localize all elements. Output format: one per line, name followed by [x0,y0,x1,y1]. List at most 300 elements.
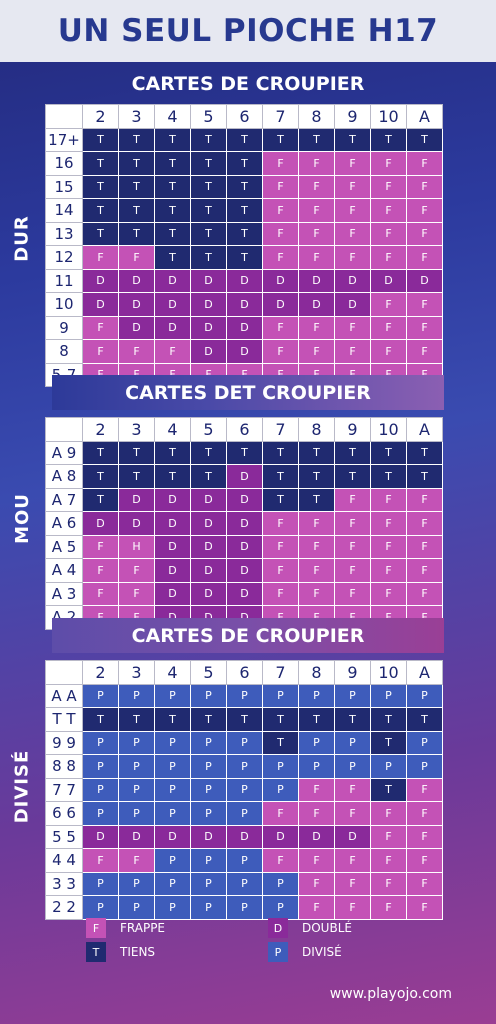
action-cell: D [263,269,299,293]
action-cell: F [119,559,155,583]
action-cell: F [407,199,443,223]
action-cell: T [299,708,335,732]
hand-label: 8 [46,340,83,364]
action-cell: F [407,535,443,559]
action-cell: T [371,465,407,489]
action-cell: P [119,872,155,896]
dealer-card-header: 8 [299,661,335,685]
action-cell: D [155,582,191,606]
dealer-card-header: 4 [155,418,191,442]
table-row [46,559,443,583]
action-cell: P [191,802,227,826]
hand-label: 10 [46,293,83,317]
dealer-card-header: 8 [299,105,335,129]
action-cell: P [299,731,335,755]
dealer-card-header: 5 [191,418,227,442]
action-cell: F [83,559,119,583]
hand-label: 2 2 [46,896,83,920]
action-cell: T [155,441,191,465]
table-row [46,175,443,199]
action-cell: F [299,340,335,364]
action-cell: P [191,778,227,802]
action-cell: T [119,128,155,152]
action-cell: P [371,684,407,708]
action-cell: F [299,559,335,583]
action-cell: F [335,488,371,512]
action-cell: F [263,246,299,270]
hand-label: 7 7 [46,778,83,802]
action-cell: T [155,246,191,270]
legend-swatch-tiens: T [86,942,106,962]
action-cell: F [83,535,119,559]
hand-label: 9 [46,316,83,340]
action-cell: T [191,128,227,152]
legend-item-tiens [86,942,155,962]
action-cell: D [191,512,227,536]
table-row [46,849,443,873]
action-cell: T [227,708,263,732]
action-cell: F [335,802,371,826]
hand-label: A A [46,684,83,708]
action-cell: T [299,488,335,512]
action-cell: D [119,269,155,293]
dealer-card-header: 7 [263,418,299,442]
action-cell: D [191,825,227,849]
action-cell: D [191,269,227,293]
hand-label: 6 6 [46,802,83,826]
action-cell: F [263,340,299,364]
action-cell: D [263,825,299,849]
dealer-card-header: 4 [155,105,191,129]
table-row [46,755,443,779]
action-cell: F [83,340,119,364]
action-cell: F [407,512,443,536]
table-row [46,802,443,826]
table-row [46,684,443,708]
action-cell: D [155,316,191,340]
action-cell: P [407,731,443,755]
hand-label: 9 9 [46,731,83,755]
action-cell: P [227,802,263,826]
side-label-hard [0,102,44,374]
dealer-card-header: A [407,661,443,685]
dealer-card-header: 6 [227,418,263,442]
dealer-card-header: 8 [299,418,335,442]
action-cell: F [263,199,299,223]
hand-label: 12 [46,246,83,270]
table-row [46,293,443,317]
action-cell: F [335,246,371,270]
action-cell: T [263,128,299,152]
table-row [46,512,443,536]
action-cell: D [191,488,227,512]
action-cell: T [119,199,155,223]
action-cell: T [191,175,227,199]
action-cell: T [83,152,119,176]
action-cell: P [191,731,227,755]
action-cell: F [335,872,371,896]
footer-url[interactable]: www.playojo.com [329,986,452,1002]
action-cell: F [263,802,299,826]
action-cell: D [299,269,335,293]
action-cell: F [407,896,443,920]
action-cell: F [371,293,407,317]
action-cell: F [371,872,407,896]
action-cell: T [227,152,263,176]
action-cell: F [263,316,299,340]
action-cell: T [335,441,371,465]
action-cell: T [371,128,407,152]
action-cell: T [191,222,227,246]
action-cell: D [191,535,227,559]
legend-item-divise [268,942,342,962]
side-label-split-text: DIVISÉ [11,749,33,823]
action-cell: P [227,731,263,755]
dealer-card-header: 9 [335,105,371,129]
action-cell: T [191,152,227,176]
action-cell: P [155,872,191,896]
action-cell: T [191,708,227,732]
side-label-soft [0,418,44,618]
action-cell: P [155,755,191,779]
action-cell: F [299,175,335,199]
action-cell: F [119,849,155,873]
action-cell: T [83,708,119,732]
action-cell: F [119,582,155,606]
section-header-split [52,618,444,653]
action-cell: D [227,269,263,293]
corner-cell [46,418,83,442]
legend-label-tiens: TIENS [120,945,156,959]
action-cell: F [371,152,407,176]
action-cell: D [299,293,335,317]
hand-label: A 9 [46,441,83,465]
legend-swatch-double: D [268,918,288,938]
section-header-hard [52,66,444,101]
action-cell: T [191,441,227,465]
action-cell: P [371,755,407,779]
table-row [46,872,443,896]
title-bar [0,0,496,62]
legend-label-frappe: FRAPPE [120,921,166,935]
action-cell: F [371,535,407,559]
hand-label: 15 [46,175,83,199]
action-cell: F [335,340,371,364]
action-cell: T [227,246,263,270]
action-cell: D [227,293,263,317]
action-cell: F [371,896,407,920]
action-cell: D [83,293,119,317]
action-cell: T [83,465,119,489]
action-cell: P [83,896,119,920]
action-cell: D [191,293,227,317]
dealer-card-header: 3 [119,105,155,129]
action-cell: T [155,465,191,489]
action-cell: P [407,755,443,779]
side-label-split [0,662,44,910]
action-cell: F [335,849,371,873]
table-row [46,582,443,606]
action-cell: F [299,199,335,223]
action-cell: F [407,872,443,896]
column-header-row [46,105,443,129]
action-cell: P [155,896,191,920]
action-cell: T [155,175,191,199]
action-cell: T [155,222,191,246]
table-row [46,199,443,223]
dealer-card-header: A [407,418,443,442]
action-cell: P [227,896,263,920]
hand-label: 13 [46,222,83,246]
table-row [46,222,443,246]
action-cell: D [191,340,227,364]
action-cell: T [263,708,299,732]
action-cell: P [299,755,335,779]
action-cell: T [119,465,155,489]
hand-label: A 7 [46,488,83,512]
dealer-card-header: 10 [371,105,407,129]
action-cell: P [263,755,299,779]
action-cell: F [407,316,443,340]
action-cell: F [299,582,335,606]
table-row [46,316,443,340]
action-cell: D [155,559,191,583]
action-cell: T [227,222,263,246]
action-cell: F [371,488,407,512]
action-cell: F [371,222,407,246]
dealer-card-header: 5 [191,661,227,685]
action-cell: D [191,582,227,606]
action-cell: D [227,825,263,849]
action-cell: H [119,535,155,559]
hand-label: 4 4 [46,849,83,873]
action-cell: D [335,825,371,849]
dealer-card-header: 4 [155,661,191,685]
action-cell: F [371,559,407,583]
action-cell: P [227,872,263,896]
action-cell: P [263,896,299,920]
action-cell: T [371,731,407,755]
action-cell: P [191,896,227,920]
table-row [46,825,443,849]
legend-item-frappe [86,918,165,938]
action-cell: F [371,340,407,364]
hand-label: 3 3 [46,872,83,896]
table-row [46,465,443,489]
dealer-card-header: A [407,105,443,129]
hand-label: A 5 [46,535,83,559]
action-cell: P [191,755,227,779]
action-cell: F [407,802,443,826]
hand-label: 17+ [46,128,83,152]
action-cell: F [263,535,299,559]
action-cell: F [407,488,443,512]
table-row [46,441,443,465]
action-cell: D [83,512,119,536]
action-cell: D [83,269,119,293]
legend-swatch-divise: P [268,942,288,962]
action-cell: F [83,849,119,873]
action-cell: F [299,152,335,176]
table-row [46,535,443,559]
action-cell: P [119,896,155,920]
action-cell: P [83,684,119,708]
action-cell: P [155,731,191,755]
action-cell: T [263,441,299,465]
action-cell: F [371,512,407,536]
action-cell: D [227,559,263,583]
action-cell: D [335,293,371,317]
action-cell: F [335,896,371,920]
action-cell: F [407,246,443,270]
action-cell: P [83,802,119,826]
action-cell: T [191,246,227,270]
action-cell: T [191,199,227,223]
table-row [46,731,443,755]
action-cell: F [407,778,443,802]
action-cell: F [407,175,443,199]
action-cell: F [335,222,371,246]
action-cell: T [119,441,155,465]
legend-label-double: DOUBLÉ [302,921,352,935]
dealer-card-header: 3 [119,418,155,442]
dealer-card-header: 10 [371,418,407,442]
strategy-table-split [45,660,443,920]
action-cell: T [227,175,263,199]
action-cell: F [335,199,371,223]
action-cell: D [155,293,191,317]
action-cell: F [83,246,119,270]
action-cell: F [299,222,335,246]
action-cell: T [155,152,191,176]
action-cell: T [407,708,443,732]
strategy-table-hard [45,104,443,387]
action-cell: P [335,731,371,755]
dealer-card-header: 2 [83,418,119,442]
side-label-hard-text: DUR [11,214,33,262]
action-cell: T [263,465,299,489]
action-cell: D [119,825,155,849]
action-cell: F [371,175,407,199]
action-cell: D [155,535,191,559]
action-cell: F [371,316,407,340]
dealer-card-header: 3 [119,661,155,685]
action-cell: P [83,755,119,779]
action-cell: P [299,684,335,708]
action-cell: T [407,441,443,465]
action-cell: D [119,316,155,340]
action-cell: D [83,825,119,849]
dealer-card-header: 10 [371,661,407,685]
hand-label: T T [46,708,83,732]
table-row [46,128,443,152]
corner-cell [46,661,83,685]
action-cell: T [227,128,263,152]
action-cell: T [371,441,407,465]
action-cell: P [83,872,119,896]
action-cell: F [407,825,443,849]
legend-swatch-frappe: F [86,918,106,938]
action-cell: F [335,535,371,559]
action-cell: T [263,488,299,512]
action-cell: P [227,778,263,802]
action-cell: F [83,582,119,606]
action-cell: F [263,849,299,873]
action-cell: D [263,293,299,317]
action-cell: P [191,872,227,896]
dealer-card-header: 7 [263,105,299,129]
action-cell: T [227,441,263,465]
page-title: UN SEUL PIOCHE H17 [57,13,439,49]
action-cell: F [335,559,371,583]
action-cell: D [155,488,191,512]
action-cell: F [263,582,299,606]
action-cell: F [263,152,299,176]
action-cell: T [119,175,155,199]
action-cell: F [335,175,371,199]
action-cell: D [407,269,443,293]
action-cell: T [83,175,119,199]
dealer-card-header: 5 [191,105,227,129]
action-cell: T [83,222,119,246]
action-cell: F [371,246,407,270]
legend-item-double [268,918,352,938]
action-cell: P [227,755,263,779]
action-cell: P [155,802,191,826]
action-cell: D [227,512,263,536]
action-cell: T [335,708,371,732]
action-cell: T [119,708,155,732]
action-cell: T [263,731,299,755]
action-cell: T [83,441,119,465]
action-cell: F [407,849,443,873]
action-cell: P [335,684,371,708]
action-cell: D [227,488,263,512]
action-cell: T [83,488,119,512]
action-cell: F [263,512,299,536]
action-cell: D [119,488,155,512]
action-cell: D [155,269,191,293]
hand-label: A 3 [46,582,83,606]
action-cell: P [119,802,155,826]
action-cell: F [371,199,407,223]
action-cell: P [119,731,155,755]
hand-label: A 4 [46,559,83,583]
action-cell: F [299,896,335,920]
action-cell: F [155,340,191,364]
action-cell: F [335,152,371,176]
action-cell: P [191,684,227,708]
action-cell: T [83,128,119,152]
action-cell: T [191,465,227,489]
action-cell: F [407,582,443,606]
action-cell: F [299,849,335,873]
action-cell: F [335,316,371,340]
action-cell: F [263,222,299,246]
action-cell: F [299,802,335,826]
action-cell: F [371,802,407,826]
action-cell: T [299,128,335,152]
dealer-card-header: 7 [263,661,299,685]
action-cell: P [407,684,443,708]
action-cell: F [371,582,407,606]
action-cell: P [119,755,155,779]
section-header-soft [52,375,444,410]
action-cell: D [371,269,407,293]
dealer-card-header: 9 [335,661,371,685]
table-row [46,152,443,176]
column-header-row [46,418,443,442]
